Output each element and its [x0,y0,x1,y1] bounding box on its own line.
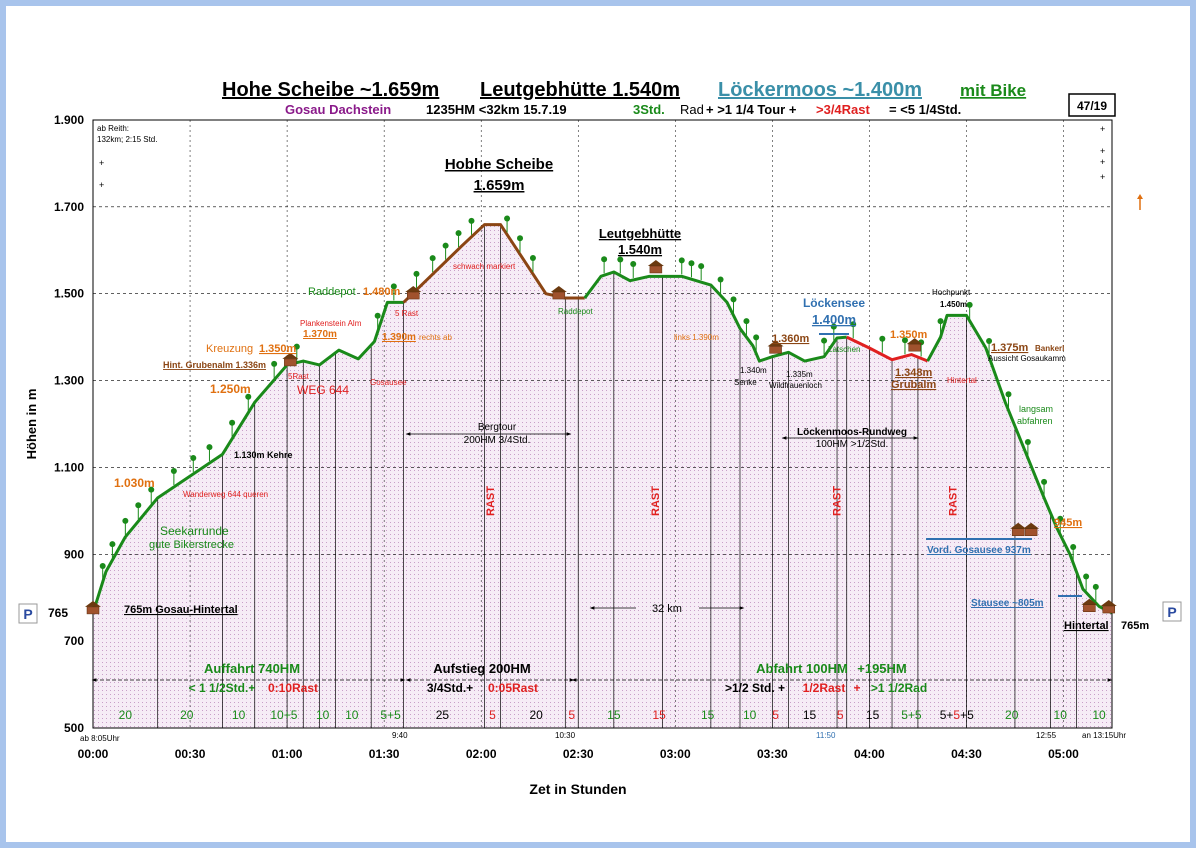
segment-minutes-label: 10 [1053,708,1067,722]
label-1348: 1.348m [895,367,933,379]
tree-icon [1093,584,1099,590]
tree-icon [122,518,128,524]
label-abfahrt-rad: >1 1/2Rad [870,681,928,695]
segment-minutes-label: 25 [435,708,450,722]
chart-frame [6,6,1190,842]
label-aussicht: Aussicht Gosaukamm [988,354,1066,363]
hut-icon [1012,529,1024,536]
segment-minutes-label: 5 [772,708,779,722]
label-loeckensee-height: 1.400m [811,312,857,327]
label-1390: 1.390m [382,332,416,343]
label-raddepot2: Raddepot [558,307,593,316]
plus-mark: + [1100,172,1106,182]
subtitle-stats: 1235HM <32km 15.7.19 [426,102,567,117]
tree-icon [517,235,523,241]
label-plankenstein: Plankenstein Alm [300,319,362,328]
time-0940: 9:40 [392,731,408,740]
label-hintertal: Hintertal [1064,620,1109,632]
x-tick-label: 03:00 [659,747,691,761]
chart-title [222,79,1026,101]
segment-minutes-label: 5 [836,708,844,722]
hut-icon [650,266,662,273]
label-aufstieg-time: 3/4Std.+ [426,681,474,695]
tree-icon [821,338,827,344]
label-rechts-ab: rechts ab [419,333,452,342]
title-part3: Löckermoos ~1.400m [718,79,922,101]
label-abfahrt-rast: 1/2Rast [802,681,846,695]
parking-right [1163,602,1181,621]
label-abfahrt-time: >1/2 Std. + [724,681,786,695]
badge [1069,94,1115,116]
label-32km: 32 km [652,603,682,615]
label-945: 945m [1054,517,1083,529]
y-tick-label: 500 [63,721,84,735]
label-hochpunkt: Hochpunkt [932,288,971,297]
label-1480: 1.480m [363,286,401,298]
segment-minutes-label: 5+5+5 [939,708,974,722]
title-part1: Hohe Scheibe ~1.659m [222,79,440,101]
label-langsam: langsam [1019,404,1054,414]
tree-icon [743,318,749,324]
x-tick-label: 05:00 [1048,747,1079,761]
parking-left-label: P [23,606,33,622]
label-vord-gosausee: Vord. Gosausee 937m [927,545,1031,556]
label-hohe-scheibe-height: 1.659m [473,177,525,194]
label-latschen: Latschen [828,345,861,354]
label-aufstieg: Aufstieg 200HM [433,661,531,676]
segment-minutes-label: 5+5 [901,708,922,722]
label-wanderweg: Wanderweg 644 queren [183,490,269,499]
hut-icon [648,260,664,266]
label-senke: Senke [734,378,757,387]
tree-icon [190,455,196,461]
segment-minutes-label: 10 [315,708,330,722]
label-aufstieg-rast: 0:05Rast [487,681,539,695]
label-grubalm: Grubalm [891,379,937,391]
tree-icon [630,261,636,267]
label-abfahrt: Abfahrt 100HM [756,661,848,676]
time-1255: 12:55 [1036,731,1057,740]
hut-icon [87,607,99,614]
rast-label: RAST [831,486,844,516]
x-tick-label: 04:30 [951,747,982,761]
label-1375: 1.375m [991,342,1029,354]
y-tick-label: 1.700 [53,199,84,214]
tree-icon [938,318,944,324]
tree-icon [375,313,381,319]
hut-icon [770,346,782,353]
segment-minutes-label: 5+5 [380,708,401,722]
segment-minutes-label: 15 [652,708,666,722]
x-tick-label: 02:00 [465,747,497,761]
tree-icon [456,230,462,236]
time-1150: 11:50 [816,731,836,740]
segment-minutes-label: 10 [231,708,246,722]
chart-subtitle [285,102,961,117]
tree-icon [430,255,436,261]
label-loeckensee: Löckensee [802,296,866,310]
y-tick-label: 1.300 [53,373,84,388]
tree-icon [1070,544,1076,550]
time-1030: 10:30 [555,731,576,740]
hut-icon [1103,606,1115,613]
tree-icon [504,216,510,222]
hut-icon [284,359,296,366]
label-1360: 1.360m [772,333,810,345]
x-tick-label: 03:30 [756,747,788,761]
label-hochpunkt-height: 1.450m [940,300,968,309]
y-tick-label: 700 [63,634,84,649]
label-bergtour: Bergtour [477,422,517,433]
tree-icon [530,255,536,261]
tree-icon [100,563,106,569]
tree-icon [1083,574,1089,580]
tree-icon [718,276,724,282]
plus-mark: + [99,158,105,168]
time-start: ab 8:05Uhr [80,734,120,743]
label-hohe-scheibe: Hobhe Scheibe [444,156,554,173]
tree-icon [443,243,449,249]
label-links-1390: links 1.390m [674,333,719,342]
subtitle-rad: 3Std. [633,102,665,117]
segment-minutes-label: 10+5 [270,708,298,722]
subtitle-rad2: Rad [680,102,704,117]
y-tick-label: 900 [63,547,84,562]
elevation-chart [6,6,1190,842]
y-tick-label: 765 [47,605,68,620]
label-loeckenmoos-detail: 100HM >1/2Std. [815,439,889,450]
y-tick-label: 1.500 [53,286,84,301]
hut-icon [909,344,921,351]
parking-left [19,604,37,623]
segment-minutes-label: 5 [568,708,576,722]
tree-icon [1005,391,1011,397]
label-abfahren: abfahren [1017,416,1053,426]
tree-icon [731,296,737,302]
segment-minutes-label: 10 [1092,708,1106,722]
label-1350: 1.350m [259,343,297,355]
label-senke-height: 1.340m [740,366,767,375]
subtitle-rast: >3/4Rast [816,102,870,117]
tree-icon [879,336,885,342]
tree-icon [109,541,115,547]
segment-minutes-label: 20 [529,708,543,722]
segment-minutes-label: 10 [345,708,359,722]
hut-icon [1101,600,1117,606]
label-bergtour-detail: 200HM 3/4Std. [463,435,531,446]
hut-icon [551,286,567,292]
label-auffahrt-time: < 1 1/2Std.+ [188,681,256,695]
label-765: 765m [1121,620,1150,632]
y-tick-label: 1.100 [53,460,84,475]
title-part2: Leutgebhütte 1.540m [480,79,681,101]
segment-minutes-label: 15 [700,708,715,722]
segment-minutes-label: 10 [743,708,757,722]
subtitle-total: = <5 1/4Std. [889,102,962,117]
label-schwach-markiert: schwach markiert [453,262,516,271]
tree-icon [271,361,277,367]
segment-minutes-label: 5 [489,708,496,722]
tree-icon [413,271,419,277]
x-tick-label: 00:00 [77,747,109,761]
plus-mark: + [1100,146,1106,156]
subtitle-tour: + >1 1/4 Tour + [706,102,797,117]
label-1350b: 1.350m [890,329,928,341]
label-bankerl: Bankerl [1035,344,1065,353]
tree-icon [135,502,141,508]
x-tick-label: 01:30 [368,747,400,761]
note-start: ab Reith: [97,124,130,133]
label-abfahrt-plus: +195HM [857,661,907,676]
label-gosau-hintertal: 765m Gosau-Hintertal [124,604,238,616]
tree-icon [206,444,212,450]
segment-minutes-label: 20 [1005,708,1019,722]
label-weg-644: WEG 644 [297,383,350,397]
label-gosausee-small: Gosausee [370,378,407,387]
label-5rast: 5Rast [288,372,309,381]
plus-mark: + [1100,124,1106,134]
x-tick-label: 02:30 [562,747,594,761]
orange-marker-far-right [1137,194,1143,210]
tree-icon [601,256,607,262]
title-part4: mit Bike [960,81,1027,100]
tree-icon [1041,479,1047,485]
rast-label: RAST [947,486,960,516]
label-leutgebhuette: Leutgebhütte [598,226,682,241]
label-1250: 1.250m [210,382,251,396]
parking-right-label: P [1167,604,1177,620]
tree-icon [688,260,694,266]
label-abfahrt-plus2: + [853,681,861,695]
label-auffahrt: Auffahrt 740HM [203,661,301,676]
label-hintertal-arrow: Hintertal [947,376,977,385]
tree-icon [753,334,759,340]
segment-minutes-label: 20 [180,708,194,722]
label-wildfrau-height: 1.335m [786,370,813,379]
plus-mark: + [1100,157,1106,167]
subtitle-region: Gosau Dachstein [285,102,392,117]
x-tick-label: 01:00 [271,747,303,761]
label-bikerstrecke: gute Bikerstrecke [149,539,234,551]
x-axis-label: Zet in Stunden [529,781,627,797]
time-end: an 13:15Uhr [1082,731,1127,740]
label-1370: 1.370m [303,329,337,340]
hut-icon [1025,529,1037,536]
tree-icon [967,302,973,308]
segment-minutes-label: 15 [802,708,817,722]
segment-minutes-label: 15 [607,708,621,722]
label-kehre: 1.130m Kehre [234,450,293,460]
tree-icon [1025,439,1031,445]
label-stausee: Stausee ~805m [971,598,1044,609]
rast-label: RAST [485,486,498,516]
label-leutgebhuette-height: 1.540m [617,242,663,257]
label-hint-grubenalm: Hint. Grubenalm 1.336m [163,360,267,370]
segment-minutes-label: 15 [865,708,880,722]
label-kreuzung: Kreuzung [206,343,254,355]
x-tick-label: 04:00 [854,747,885,761]
label-auffahrt-rast: 0:10Rast [267,681,319,695]
y-axis-label: Höhen in m [24,388,39,460]
hut-icon [407,292,419,299]
label-seekarrunde: Seekarrunde [160,524,229,538]
y-tick-label: 1.900 [53,113,84,127]
label-raddepot: Raddepot [308,286,356,298]
tree-icon [229,420,235,426]
tree-icon [171,468,177,474]
plus-mark: + [99,180,105,190]
tree-icon [617,256,623,262]
note-start2: 132km; 2:15 Std. [97,135,158,144]
tree-icon [698,263,704,269]
segment-minutes-label: 20 [118,708,133,722]
hut-icon [1083,605,1095,612]
label-5-rast: 5 Rast [395,309,419,318]
hut-icon [553,292,565,299]
label-1030: 1.030m [114,476,155,490]
x-tick-label: 00:30 [174,747,206,761]
label-loeckenmoos: Löckenmoos-Rundweg [796,427,908,438]
badge-text: 47/19 [1076,99,1108,113]
tree-icon [468,218,474,224]
label-wildfrauenloch: Wildfrauenloch [769,381,822,390]
rast-label: RAST [650,486,663,516]
tree-icon [679,257,685,263]
